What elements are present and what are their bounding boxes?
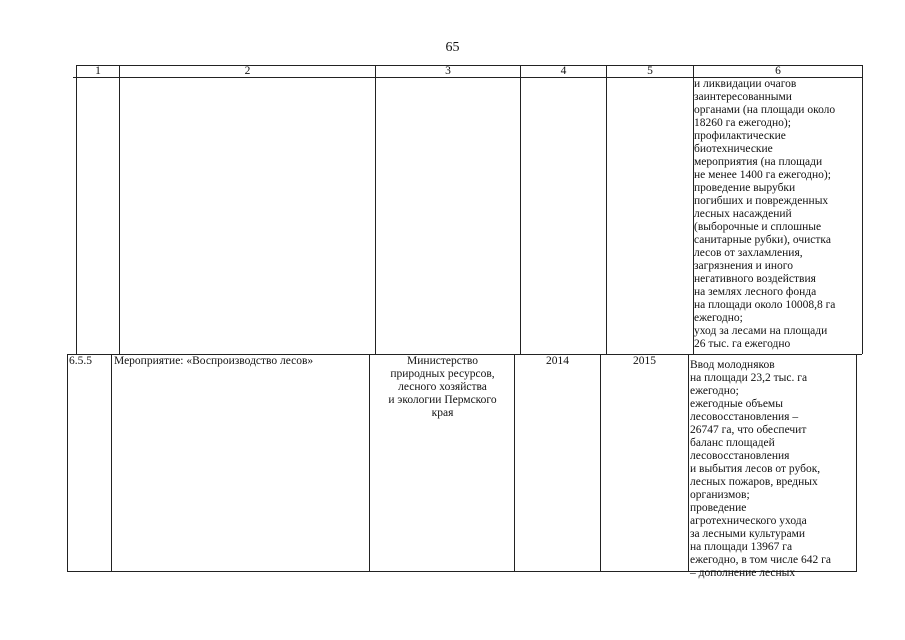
column-border-left	[76, 65, 77, 354]
activity-name: Мероприятие: «Воспроизводство лесов»	[114, 355, 314, 367]
column-border-4-5	[606, 65, 607, 354]
column-border-4-5-lower	[600, 354, 601, 572]
header-col-5: 5	[647, 65, 653, 77]
row-number: 6.5.5	[69, 355, 92, 367]
column-border-left-lower	[67, 354, 68, 572]
column-border-2-3	[375, 65, 376, 354]
header-col-2: 2	[244, 65, 251, 77]
header-col-1: 1	[95, 65, 101, 77]
start-year: 2014	[546, 355, 569, 367]
column-border-1-2-lower	[111, 354, 112, 572]
end-year: 2015	[633, 355, 656, 367]
column-border-2-3-lower	[369, 354, 370, 572]
header-col-4: 4	[560, 65, 567, 77]
column-border-right-lower	[856, 354, 857, 572]
column-border-3-4-lower	[514, 354, 515, 572]
header-col-6: 6	[775, 65, 781, 77]
header-col-3: 3	[445, 65, 451, 77]
column-border-1-2	[119, 65, 120, 354]
continued-result-text: и ликвидации очагов заинтересованными органами (на площади около 18260 га ежегодно); профилактические биотехнические мероприятия (на площади не менее 1400 га ежегодно); проведение вырубки погибших и поврежденных лесных насаждений (выборочные и сплошные санитарные рубки), очистка лесов от захламления, загрязнения и иного негативного воздействия на землях лесного фонда на площади около 10008,8 га ежегодно; уход за лесами на площади 26 тыс. га ежегодно	[694, 78, 836, 350]
responsible-executor: Министерство природных ресурсов, лесного хозяйства и экологии Пермского края	[388, 355, 497, 419]
column-border-right	[862, 65, 863, 354]
data-table	[67, 65, 863, 579]
expected-result-text: Ввод молодняков на площади 23,2 тыс. га ежегодно; ежегодные объемы лесовосстановления – 26747 га, что обеспечит баланс площадей лесовосстановления и выбытия лесов от рубок, лесных пожаров, вредных организмов; проведение агротехнического ухода за лесными культурами на площади 13967 га ежегодно, в том числе 642 га – дополнение лесных	[690, 359, 831, 579]
page-number: 65	[445, 40, 460, 55]
column-border-3-4	[520, 65, 521, 354]
column-border-5-6-lower	[688, 354, 689, 572]
